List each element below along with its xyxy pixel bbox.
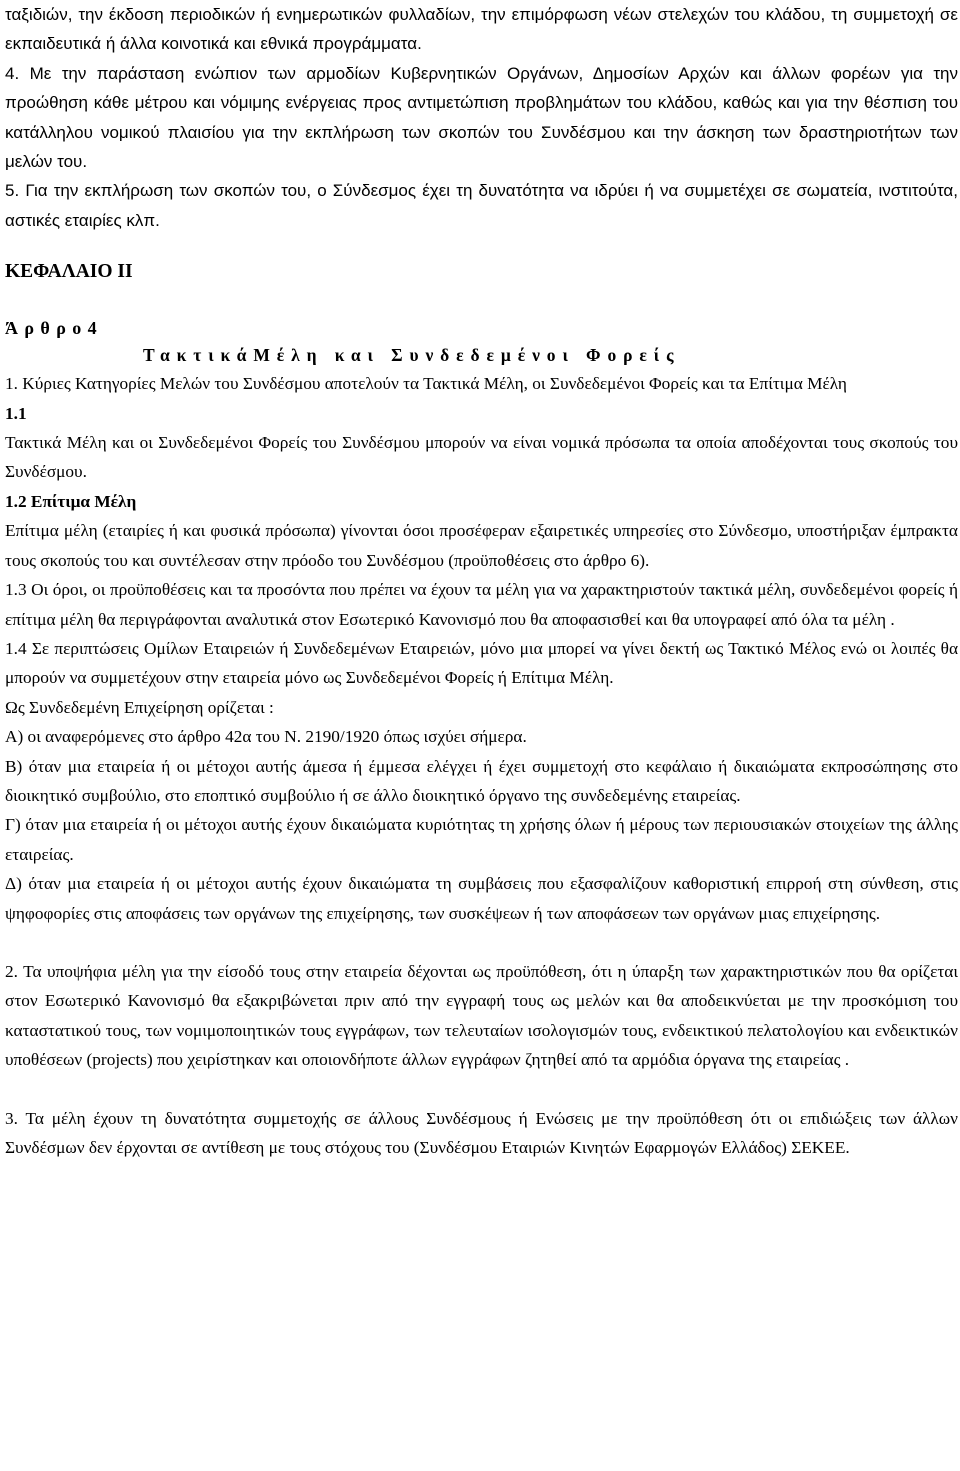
article-subtitle: ΤακτικάΜέλη και Συνδεδεμένοι Φορείς [143,345,681,366]
definition-c: Γ) όταν μια εταιρεία ή οι μέτοχοι αυτής έχουν δικαιώματα κυριότητας τη χρήσης όλων ή μέρους των περιουσιακών στοιχείων της άλλης εταιρείας. [5,815,958,864]
article-body [5,369,958,1162]
paragraph-spacer [5,1075,958,1104]
section-2: 2. Τα υποψήφια μέλη για την είσοδό τους στην εταιρεία δέχονται ως προϋπόθεση, ότι η ύπαρξη των χαρακτηριστικών που θα ορίζεται στον Εσωτερικό Κανονισμό θα εξακριβώνεται πριν από την εγγραφή τους ως μελών και θα αποδεικνύεται με την προσκόμιση του καταστατικού τους, των νομιμοποιητικών τους εγγράφων, των τελευταίων ισολογισμών τους, ενδεικτικού πελατολογίου και ενδεικτικών υποθέσεων (projects) που χειρίστηκαν και οποιονδήποτε άλλων εγγράφων ζητηθεί από τα αρμόδια όργανα της εταιρείας . [5,961,958,1070]
chapter-heading: ΚΕΦΑΛΑΙΟ ΙΙ [5,261,133,283]
section-1: 1. Κύριες Κατηγορίες Μελών του Συνδέσμου αποτελούν τα Τακτικά Μέλη, οι Συνδεδεμένοι Φορείς και τα Επίτιμα Μέλη [5,374,847,394]
intro-section [5,0,958,235]
section-1-1-text: Τακτικά Μέλη και οι Συνδεδεμένοι Φορείς του Συνδέσμου μπορούν να είναι νομικά πρόσωπα τα οποία αποδέχονται τους σκοπούς του Συνδέσμου. [5,433,958,482]
section-1-3: 1.3 Οι όροι, οι προϋποθέσεις και τα προσόντα που πρέπει να έχουν τα μέλη για να χαρακτηριστούν τακτικά μέλη, συνδεδεμένοι φορείς ή επίτιμα μέλη θα περιγράφονται αναλυτικά στον Εσωτερικό Κανονισμό που θα αποφασισθεί και θα υπογραφεί από όλα τα μέλη . [5,580,958,629]
intro-paragraph-4: 4. Με την παράσταση ενώπιον των αρμοδίων Κυβερνητικών Οργάνων, Δημοσίων Αρχών και άλλων φορέων για την προώθηση κάθε μέτρου και νόμιμης ενέργειας προς αντιμετώπιση προβλημάτων του κλάδου, καθώς και για την θέσπιση του κατάλληλου νομικού πλαισίου για την εκπλήρωση των σκοπών του Συνδέσμου και την άσκηση των δραστηριοτήτων των μελών του. [5,63,958,172]
section-1-2-label: 1.2 Επίτιμα Μέλη [5,491,137,511]
section-1-4: 1.4 Σε περιπτώσεις Ομίλων Εταιρειών ή Συνδεδεμένων Εταιρειών, μόνο μια μπορεί να γίνει δεκτή ως Τακτικό Μέλος ενώ οι λοιπές θα μπορούν να συμμετέχουν στην εταιρεία μόνο ως Συνδεδεμένοι Φορείς ή Επίτιμα Μέλη. [5,638,958,688]
section-1-1-label: 1.1 [5,403,27,423]
intro-paragraph-continuation: ταξιδιών, την έκδοση περιοδικών ή ενημερωτικών φυλλαδίων, την επιμόρφωση νέων στελεχών του κλάδου, τη συμμετοχή σε εκπαιδευτικά ή άλλα κοινοτικά και εθνικά προγράμματα. [5,5,958,54]
article-title: Άρθρο4 [5,318,104,339]
definition-line: Ως Συνδεδεμένη Επιχείρηση ορίζεται : [5,697,274,717]
intro-paragraph-5: 5. Για την εκπλήρωση των σκοπών του, ο Σύνδεσμος έχει τη δυνατότητα να ιδρύει ή να συμμετέχει σε σωματεία, ινστιτούτα, αστικές εταιρίες κλπ. [5,181,958,230]
section-3: 3. Τα μέλη έχουν τη δυνατότητα συμμετοχής σε άλλους Συνδέσμους ή Ενώσεις με την προϋπόθεση ότι οι επιδιώξεις των άλλων Συνδέσμων δεν έρχονται σε αντίθεση με τους στόχους του (Συνδέσμου Εταιριών Κινητών Εφαρμογών Ελλάδος) ΣΕΚΕΕ. [5,1108,958,1157]
definition-a: Α) οι αναφερόμενες στο άρθρο 42α του Ν. 2190/1920 όπως ισχύει σήμερα. [5,727,527,747]
definition-d: Δ) όταν μια εταιρεία ή οι μέτοχοι αυτής έχουν δικαιώματα τη συμβάσεις που εξασφαλίζουν καθοριστική επιρροή στη σύνθεση, στις ψηφοφορίες στις αποφάσεις των οργάνων της επιχείρησης, των συσκέψεων ή των αποφάσεων των οργάνων μιας επιχείρησης. [5,874,958,923]
definition-b: Β) όταν μια εταιρεία ή οι μέτοχοι αυτής άμεσα ή έμμεσα ελέγχει ή έχει συμμετοχή στο κεφάλαιο ή δικαιώματα εκπροσώπησης στο διοικητικό συμβούλιο, στο εποπτικό συμβούλιο ή σε άλλο διοικητικό όργανο της συνδεδεμένης εταιρείας. [5,756,958,805]
paragraph-spacer [5,928,958,957]
section-1-2-text: Επίτιμα μέλη (εταιρίες ή και φυσικά πρόσωπα) γίνονται όσοι προσέφεραν εξαιρετικές υπηρεσίες στο Σύνδεσμο, υποστήριξαν έμπρακτα τους σκοπούς του και συντέλεσαν στην πρόοδο του Συνδέσμου (προϋποθέσεις στο άρθρο 6). [5,521,958,570]
